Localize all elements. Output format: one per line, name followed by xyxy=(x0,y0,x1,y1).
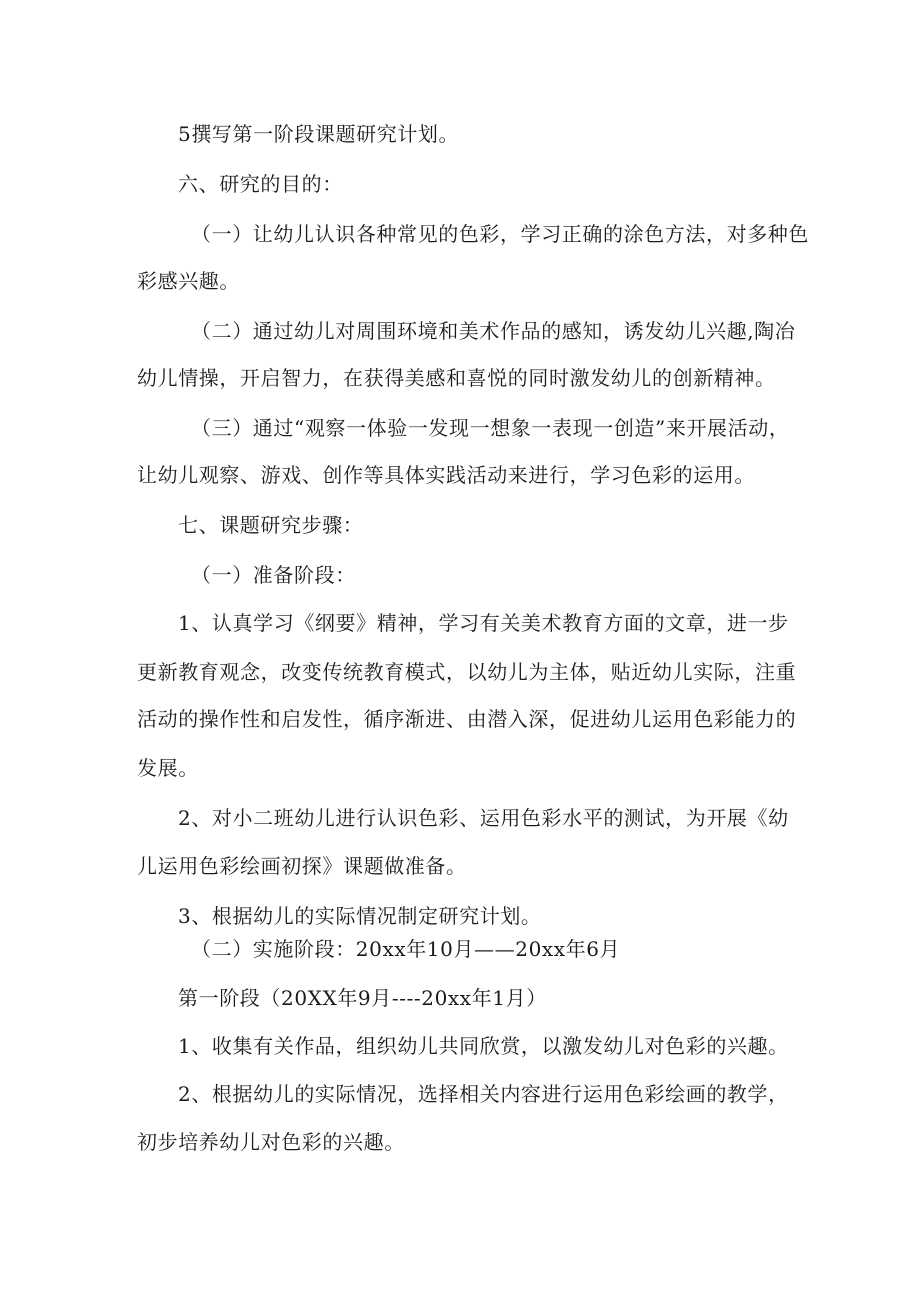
text-line: 发展。 xyxy=(137,756,199,780)
text-line: 1、认真学习《纲要》精神，学习有关美术教育方面的文章，进一步 xyxy=(178,611,789,635)
text-line: 幼儿情操，开启智力，在获得美感和喜悦的同时激发幼儿的创新精神。 xyxy=(137,366,776,390)
subsection-heading: （一）准备阶段： xyxy=(191,563,356,587)
section-heading: 七、课题研究步骤： xyxy=(178,513,364,537)
phase-heading: 第一阶段（20XX年9月----20xx年1月） xyxy=(178,986,547,1010)
subsection-heading: （二）实施阶段：20xx年10月——20xx年6月 xyxy=(191,937,621,961)
text-line: 5撰写第一阶段课题研究计划。 xyxy=(178,122,460,146)
text-line: 彩感兴趣。 xyxy=(137,269,240,293)
text-line: 让幼儿观察、游戏、创作等具体实践活动来进行，学习色彩的运用。 xyxy=(137,463,755,487)
text-line: （二）通过幼儿对周围环境和美术作品的感知，诱发幼儿兴趣,陶冶 xyxy=(191,319,796,343)
text-line: 儿运用色彩绘画初探》课题做准备。 xyxy=(137,854,467,878)
text-line: 初步培养幼儿对色彩的兴趣。 xyxy=(137,1130,405,1154)
text-line: 2、根据幼儿的实际情况，选择相关内容进行运用色彩绘画的教学， xyxy=(178,1082,789,1106)
text-line: 更新教育观念，改变传统教育模式，以幼儿为主体，贴近幼儿实际，注重 xyxy=(137,660,797,684)
section-heading: 六、研究的目的： xyxy=(178,172,343,196)
text-line: （三）通过“观察一体验一发现一想象一表现一创造”来开展活动， xyxy=(191,416,790,440)
text-line: 3、根据幼儿的实际情况制定研究计划。 xyxy=(178,904,542,928)
text-line: （一）让幼儿认识各种常见的色彩，学习正确的涂色方法，对多种色 xyxy=(191,222,809,246)
text-line: 活动的操作性和启发性，循序渐进、由潜入深，促进幼儿运用色彩能力的 xyxy=(137,707,797,731)
text-line: 2、对小二班幼儿进行认识色彩、运用色彩水平的测试，为开展《幼 xyxy=(178,806,789,830)
text-line: 1、收集有关作品，组织幼儿共同欣赏，以激发幼儿对色彩的兴趣。 xyxy=(178,1034,789,1058)
